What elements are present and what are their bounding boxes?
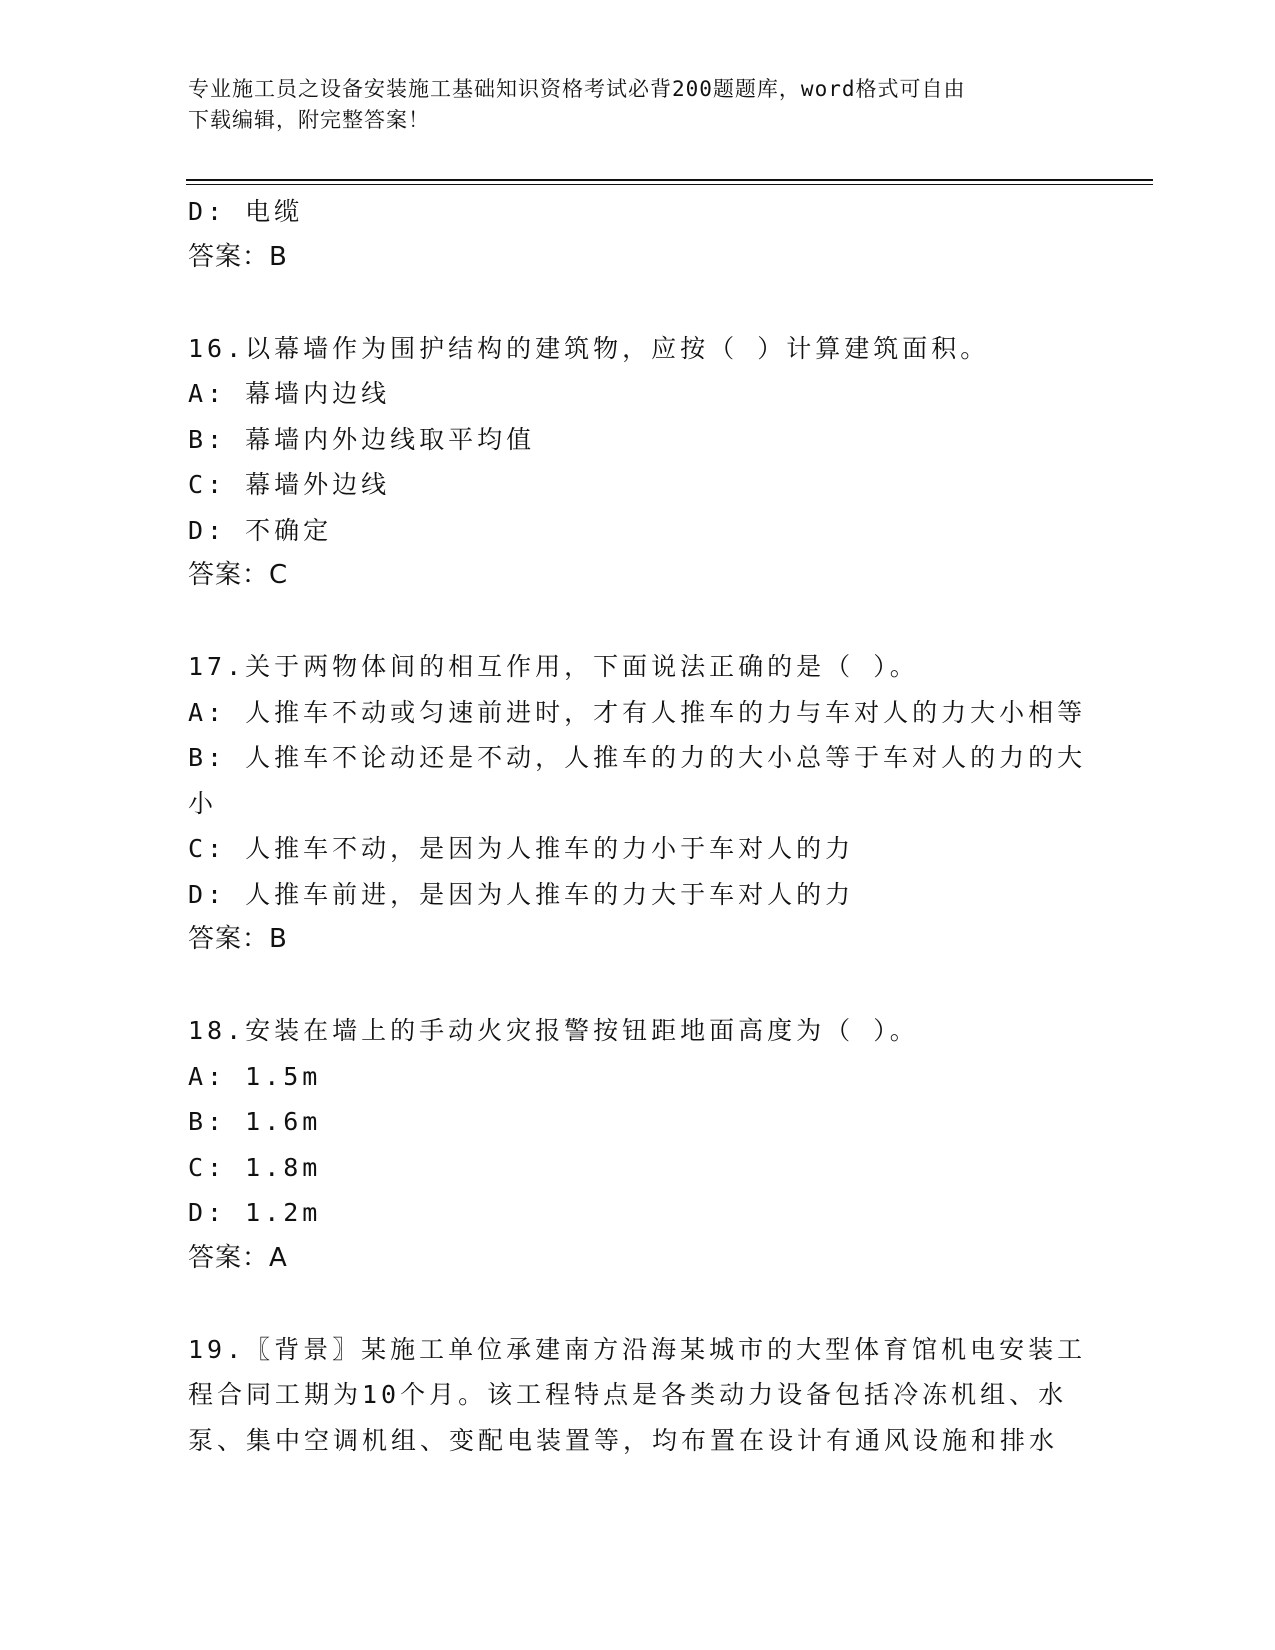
question-stem-line-2: 程合同工期为10个月。该工程特点是各类动力设备包括冷冻机组、水 (188, 1380, 1068, 1409)
question-17 (188, 644, 1088, 963)
spacer (188, 599, 1088, 645)
option-d: D: 电缆 (188, 197, 304, 226)
option-a: A: 1.5m (188, 1061, 322, 1091)
spacer (188, 1281, 1088, 1327)
header-divider-thick (186, 179, 1153, 181)
header-title-line-1: 专业施工员之设备安装施工基础知识资格考试必背200题题库，word格式可自由 (188, 77, 966, 101)
spacer (188, 963, 1088, 1009)
question-stem: 18.安装在墙上的手动火灾报警按钮距地面高度为（ ）。 (188, 1016, 919, 1045)
option-c: C: 幕墙外边线 (188, 470, 391, 499)
option-c: C: 1.8m (188, 1152, 322, 1182)
question-15-tail (188, 189, 1088, 280)
question-16 (188, 326, 1088, 599)
question-19 (188, 1327, 1088, 1464)
document-header (188, 74, 1068, 136)
question-stem-line-1: 19.〖背景〗某施工单位承建南方沿海某城市的大型体育馆机电安装工 (188, 1334, 1087, 1364)
question-stem: 17.关于两物体间的相互作用，下面说法正确的是（ ）。 (188, 652, 919, 681)
option-b: B: 幕墙内外边线取平均值 (188, 424, 536, 454)
question-stem: 16.以幕墙作为围护结构的建筑物，应按（ ）计算建筑面积。 (188, 333, 990, 363)
header-title-line-2: 下载编辑，附完整答案！ (188, 108, 430, 132)
question-stem-line-3: 泵、集中空调机组、变配电装置等，均布置在设计有通风设施和排水 (188, 1425, 1059, 1455)
option-d: D: 1.2m (188, 1198, 322, 1227)
header-divider-thin (186, 184, 1153, 185)
option-b-continued: 小 (188, 788, 218, 818)
answer-line: 答案：B (188, 241, 288, 272)
spacer (188, 280, 1088, 326)
answer-line: 答案：A (188, 1242, 288, 1273)
option-b: B: 1.6m (188, 1107, 322, 1136)
option-d: D: 不确定 (188, 515, 333, 545)
option-a: A: 人推车不动或匀速前进时，才有人推车的力与车对人的力大小相等 (188, 697, 1087, 727)
answer-line: 答案：C (188, 560, 289, 590)
answer-line: 答案：B (188, 924, 288, 954)
option-d: D: 人推车前进，是因为人推车的力大于车对人的力 (188, 879, 855, 909)
option-c: C: 人推车不动，是因为人推车的力小于车对人的力 (188, 834, 855, 863)
question-list (188, 189, 1088, 1463)
option-a: A: 幕墙内边线 (188, 379, 391, 408)
question-18 (188, 1008, 1088, 1281)
option-b: B: 人推车不论动还是不动，人推车的力的大小总等于车对人的力的大 (188, 743, 1087, 772)
